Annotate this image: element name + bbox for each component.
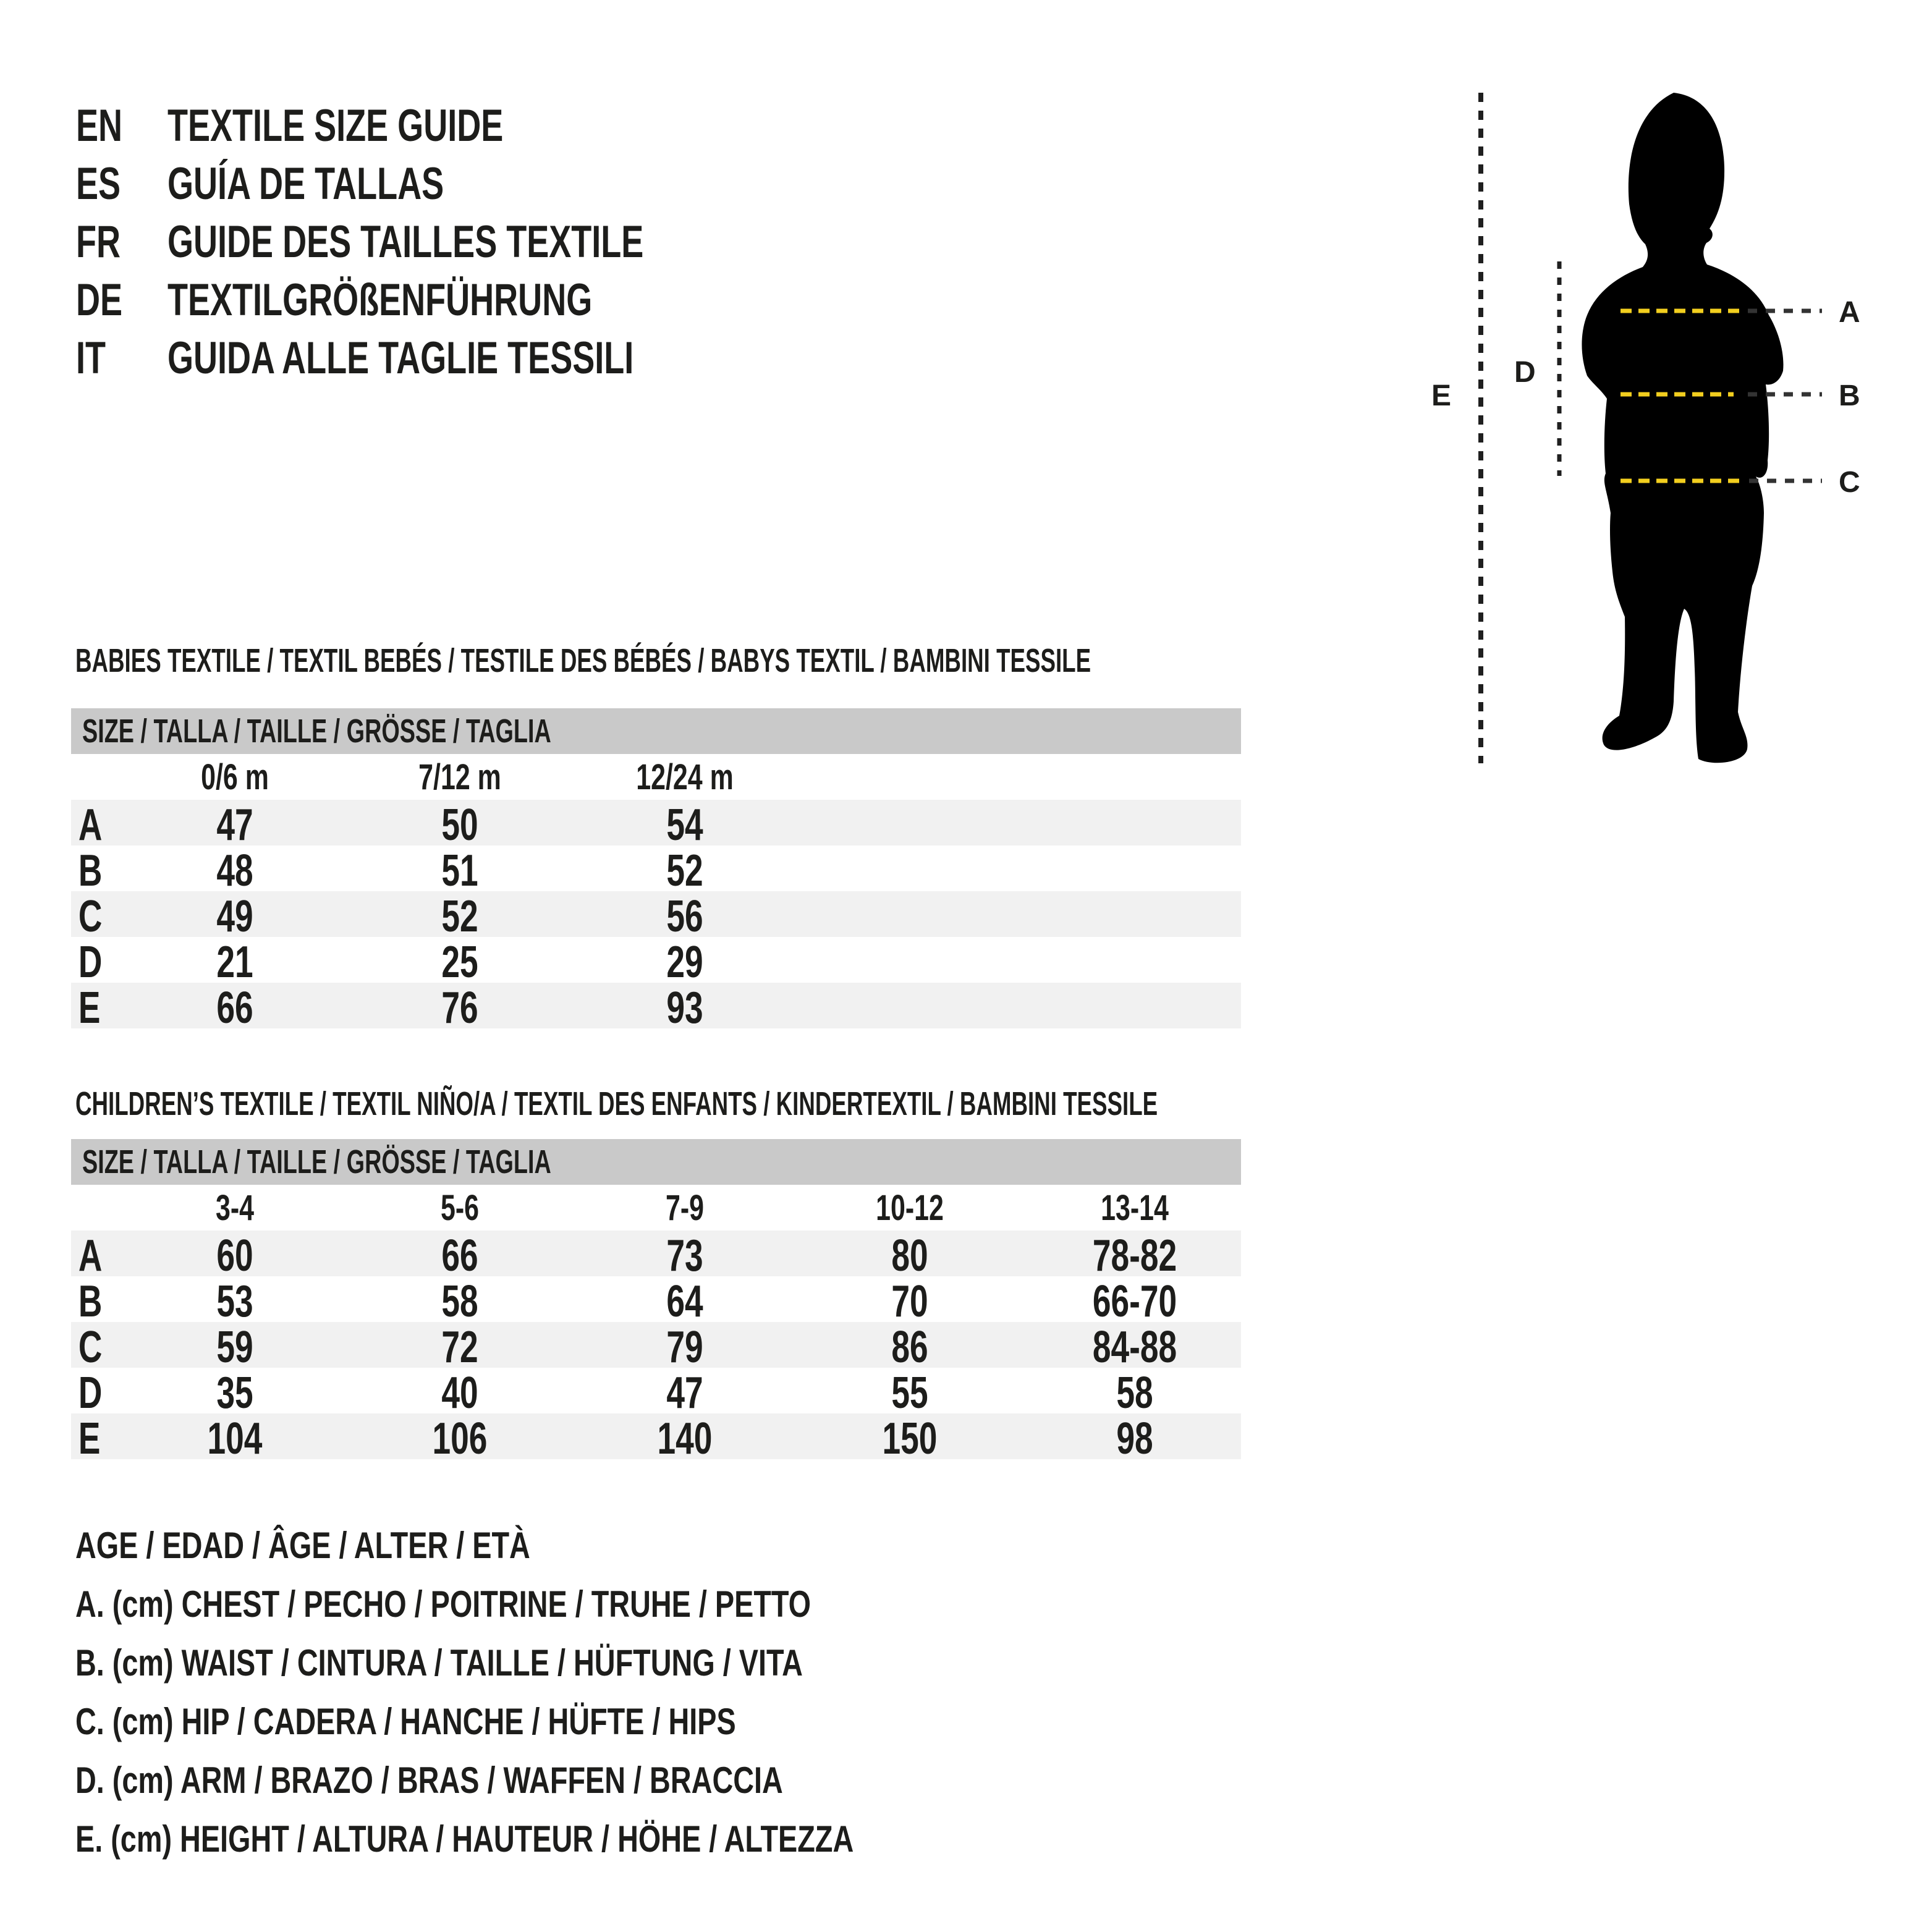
cell: 66 (441, 1231, 478, 1281)
row-label: D (78, 938, 103, 987)
cell: 58 (1116, 1368, 1153, 1418)
cell: 52 (666, 846, 703, 896)
cell: 21 (216, 938, 253, 987)
babies-column-headers (71, 754, 1241, 800)
row-label: E (78, 983, 101, 1033)
table-row (71, 1231, 1241, 1281)
children-column-headers (71, 1185, 1241, 1231)
guide-title: TEXTILE SIZE GUIDE (167, 100, 504, 151)
legend-text: A. (cm) CHEST / PECHO / POITRINE / TRUHE / PETTO (75, 1583, 811, 1625)
header-line-de (76, 271, 742, 328)
lang-code: EN (76, 100, 123, 151)
cell: 52 (441, 892, 478, 941)
row-label: C (78, 1323, 103, 1372)
cell: 47 (666, 1368, 703, 1418)
table-row (71, 1413, 1241, 1464)
cell: 98 (1116, 1414, 1153, 1464)
label-chest: A (1839, 296, 1860, 329)
row-label: A (78, 800, 103, 850)
cell: 55 (891, 1368, 928, 1418)
size-header-bar (71, 708, 1241, 754)
cell: 106 (432, 1414, 488, 1464)
cell: 60 (216, 1231, 253, 1281)
label-hip: C (1839, 466, 1860, 499)
legend-text: D. (cm) ARM / BRAZO / BRAS / WAFFEN / BRACCIA (75, 1760, 783, 1801)
cell: 72 (441, 1323, 478, 1372)
table-row (71, 1368, 1241, 1418)
column-header: 12/24 m (636, 756, 734, 797)
cell: 54 (666, 800, 703, 850)
cell: 48 (216, 846, 253, 896)
column-header: 7/12 m (418, 756, 501, 797)
table-row (71, 983, 1241, 1033)
lang-code: IT (76, 333, 106, 383)
size-header-bar (71, 1139, 1241, 1185)
cell: 78-82 (1092, 1231, 1177, 1281)
cell: 58 (441, 1277, 478, 1326)
header-line-en (76, 97, 621, 154)
legend-line-chest (75, 1582, 1019, 1627)
legend-line-arm (75, 1758, 983, 1803)
cell: 66 (216, 983, 253, 1033)
legend-line-waist (75, 1641, 1008, 1685)
size-header-label: SIZE / TALLA / TAILLE / GRÖSSE / TAGLIA (82, 713, 551, 750)
guide-title: TEXTILGRÖßENFÜHRUNG (167, 274, 593, 325)
cell: 56 (666, 892, 703, 941)
cell: 51 (441, 846, 478, 896)
cell: 76 (441, 983, 478, 1033)
legend-line-hip (75, 1700, 922, 1744)
cell: 84-88 (1092, 1323, 1177, 1372)
row-label: C (78, 892, 103, 941)
cell: 140 (657, 1414, 713, 1464)
table-row (71, 800, 1241, 850)
legend-text: C. (cm) HIP / CADERA / HANCHE / HÜFTE / HIPS (75, 1701, 736, 1742)
cell: 70 (891, 1277, 928, 1326)
cell: 93 (666, 983, 703, 1033)
cell: 64 (666, 1277, 703, 1326)
babies-section-title-text: BABIES TEXTILE / TEXTIL BEBÉS / TESTILE DES BÉBÉS / BABYS TEXTIL / BAMBINI TESSILE (75, 642, 1091, 679)
lang-code: DE (76, 274, 123, 325)
header-line-fr (76, 213, 811, 270)
size-header-label: SIZE / TALLA / TAILLE / GRÖSSE / TAGLIA (82, 1143, 551, 1180)
cell: 47 (216, 800, 253, 850)
babies-section-title (75, 643, 1569, 679)
cell: 49 (216, 892, 253, 941)
column-header: 0/6 m (201, 756, 269, 797)
cell: 80 (891, 1231, 928, 1281)
row-label: D (78, 1368, 103, 1418)
table-row (71, 1276, 1241, 1326)
cell: 53 (216, 1277, 253, 1326)
header-line-es (76, 155, 541, 212)
cell: 66-70 (1092, 1277, 1177, 1326)
table-row (71, 845, 1241, 896)
label-arm: D (1514, 356, 1536, 389)
cell: 150 (882, 1414, 938, 1464)
cell: 79 (666, 1323, 703, 1372)
label-height: E (1431, 379, 1452, 412)
guide-title: GUÍA DE TALLAS (167, 158, 444, 209)
children-size-table (71, 1139, 1241, 1464)
cell: 104 (207, 1414, 263, 1464)
cell: 59 (216, 1323, 253, 1372)
child-silhouette (1582, 93, 1783, 763)
cell: 40 (441, 1368, 478, 1418)
cell: 50 (441, 800, 478, 850)
column-header: 7-9 (665, 1187, 705, 1228)
table-row (71, 1322, 1241, 1372)
row-label: B (78, 846, 103, 896)
cell: 29 (666, 938, 703, 987)
lang-code: ES (76, 158, 121, 209)
label-waist: B (1839, 379, 1860, 412)
column-header: 10-12 (876, 1187, 944, 1228)
lang-code: FR (76, 216, 121, 267)
column-header: 3-4 (215, 1187, 255, 1228)
legend-text: AGE / EDAD / ÂGE / ALTER / ETÀ (75, 1525, 530, 1566)
table-row (71, 891, 1241, 941)
children-table-rows (71, 1231, 1241, 1464)
children-section-title-text: CHILDREN’S TEXTILE / TEXTIL NIÑO/A / TEXTIL DES ENFANTS / KINDERTEXTIL / BAMBINI TESSILE (75, 1085, 1158, 1122)
legend-line-height (75, 1817, 1073, 1862)
guide-title: GUIDE DES TAILLES TEXTILE (167, 216, 644, 267)
column-header: 5-6 (440, 1187, 480, 1228)
cell: 73 (666, 1231, 703, 1281)
legend-text: B. (cm) WAIST / CINTURA / TAILLE / HÜFTUNG / VITA (75, 1642, 803, 1684)
children-section-title (75, 1086, 1667, 1122)
legend-line-age (75, 1523, 658, 1568)
column-header: 13-14 (1101, 1187, 1169, 1228)
cell: 35 (216, 1368, 253, 1418)
row-label: A (78, 1231, 103, 1281)
babies-table-rows (71, 800, 1241, 1033)
legend-text: E. (cm) HEIGHT / ALTURA / HAUTEUR / HÖHE / ALTEZZA (75, 1818, 854, 1860)
cell: 25 (441, 938, 478, 987)
header-line-it (76, 329, 797, 386)
guide-title: GUIDA ALLE TAGLIE TESSILI (167, 333, 634, 383)
babies-size-table (71, 708, 1241, 1033)
table-row (71, 937, 1241, 987)
cell: 86 (891, 1323, 928, 1372)
row-label: E (78, 1414, 101, 1464)
row-label: B (78, 1277, 103, 1326)
